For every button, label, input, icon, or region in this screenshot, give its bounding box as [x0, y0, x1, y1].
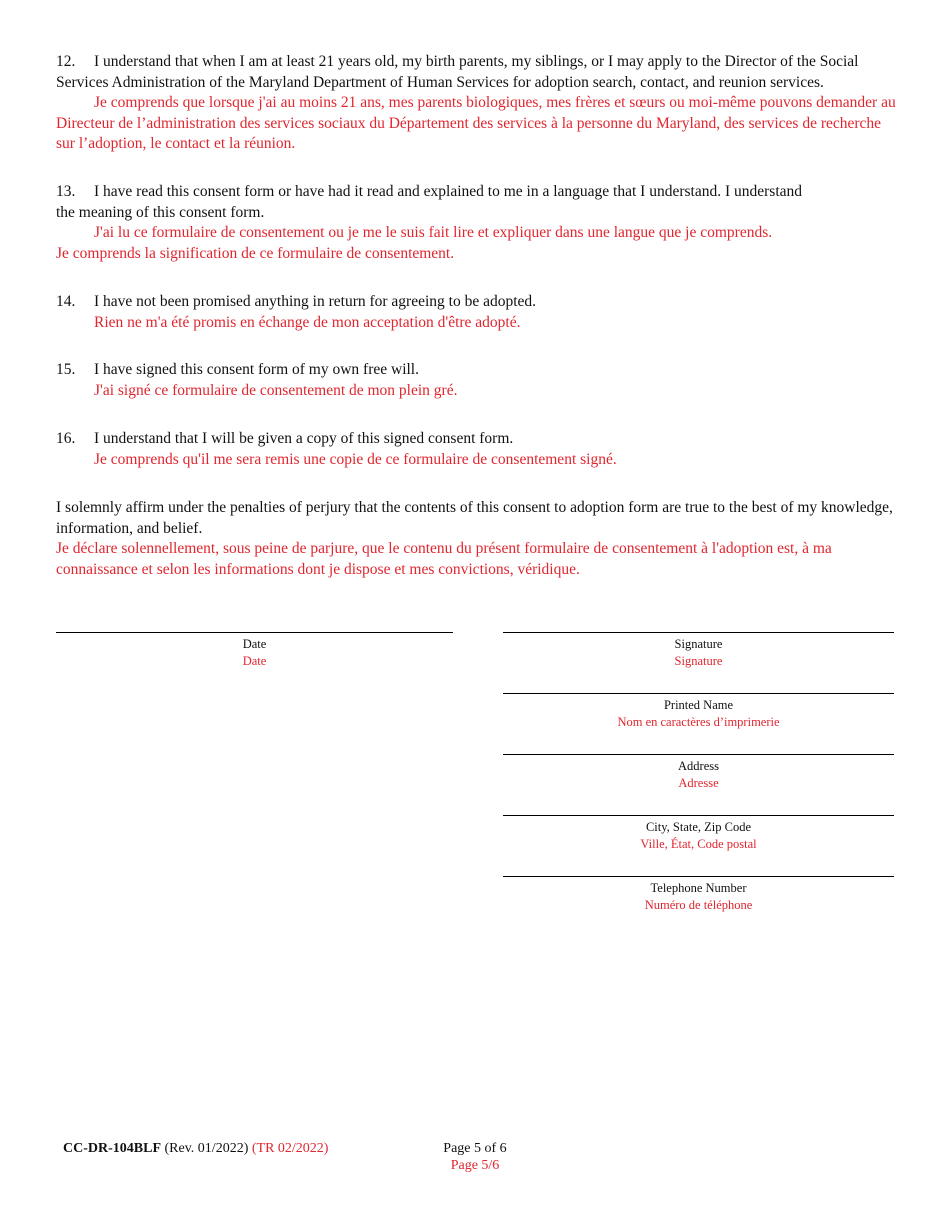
form-id: CC-DR-104BLF: [63, 1141, 161, 1156]
clause-14-en: 14. I have not been promised anything in return for agreeing to be adopted.: [56, 292, 896, 313]
clause-12: [56, 52, 896, 155]
clause-16: [56, 429, 896, 470]
page-number-en: Page 5 of 6: [443, 1141, 507, 1156]
perjury-affirmation: [56, 498, 901, 580]
page-number: [440, 1140, 510, 1174]
date-label-en: Date: [242, 637, 267, 651]
address-label-fr: Adresse: [678, 776, 719, 790]
city-state-zip-label-en: City, State, Zip Code: [645, 820, 752, 834]
clause-number: 16.: [56, 430, 76, 447]
clause-15-fr: J'ai signé ce formulaire de consentement de mon plein gré.: [94, 381, 458, 399]
clause-number: 14.: [56, 293, 76, 310]
clause-12-en-cont: Services Administration of the Maryland Department of Human Services for adoption search, contact, and reunion services.: [56, 73, 824, 91]
clause-15-en: 15. I have signed this consent form of my own free will.: [56, 360, 896, 381]
date-label-fr: Date: [242, 654, 267, 668]
telephone-label-fr: Numéro de téléphone: [644, 898, 753, 912]
clause-14-fr: Rien ne m'a été promis en échange de mon acceptation d'être adopté.: [94, 313, 521, 331]
clause-16-en: 16. I understand that I will be given a copy of this signed consent form.: [56, 429, 896, 450]
clause-16-fr: Je comprends qu'il me sera remis une copie de ce formulaire de consentement signé.: [94, 450, 617, 468]
clause-14: [56, 292, 896, 333]
address-field[interactable]: [503, 754, 894, 792]
clause-13-fr-cont: Je comprends la signification de ce formulaire de consentement.: [56, 244, 455, 262]
telephone-label-en: Telephone Number: [650, 881, 747, 895]
printed-name-field[interactable]: [503, 693, 894, 731]
clause-number: 15.: [56, 361, 76, 378]
printed-name-label-fr: Nom en caractères d’imprimerie: [617, 715, 780, 729]
affirmation-en: I solemnly affirm under the penalties of perjury that the contents of this consent to adoption form are true to the best of my knowledge, information, and belief.: [56, 499, 893, 537]
clause-number: 13.: [56, 183, 76, 200]
city-state-zip-field[interactable]: [503, 815, 894, 853]
form-translation-revision: (TR 02/2022): [251, 1141, 329, 1156]
signature-field[interactable]: [503, 632, 894, 670]
form-revision: (Rev. 01/2022): [164, 1141, 249, 1156]
clause-15: [56, 360, 896, 401]
address-label-en: Address: [678, 759, 719, 773]
clause-number: 12.: [56, 53, 76, 70]
clause-13: [56, 182, 896, 264]
printed-name-label-en: Printed Name: [663, 698, 734, 712]
clause-13-en: 13. I have read this consent form or have had it read and explained to me in a language that I understand. I understand: [56, 182, 896, 203]
telephone-field[interactable]: [503, 876, 894, 914]
page-number-fr: Page 5/6: [450, 1158, 500, 1173]
date-field[interactable]: [56, 632, 453, 670]
clause-13-en-cont: the meaning of this consent form.: [56, 203, 265, 221]
clause-12-en: 12. I understand that when I am at least 21 years old, my birth parents, my siblings, or I may apply to the Director of the Social: [56, 52, 896, 73]
city-state-zip-label-fr: Ville, État, Code postal: [640, 837, 757, 851]
affirmation-fr: Je déclare solennellement, sous peine de parjure, que le contenu du présent formulaire de consentement à l'adoption est, à ma connaissance et selon les informations dont je dispose et mes convictions, véridique.: [56, 540, 832, 578]
clause-13-fr: J'ai lu ce formulaire de consentement ou je me le suis fait lire et expliquer dans une langue que je comprends.: [94, 224, 773, 241]
form-identifier: [63, 1140, 328, 1157]
signature-label-en: Signature: [674, 637, 723, 651]
signature-label-fr: Signature: [674, 654, 723, 668]
clause-12-fr: Je comprends que lorsque j'ai au moins 21 ans, mes parents biologiques, mes frères et sœurs ou moi-même pouvons demander au Directeur de l’administration des services sociaux du Département des services à la personne du Maryland, des services de recherche sur l’adoption, le contact et la réunion.: [56, 94, 896, 152]
